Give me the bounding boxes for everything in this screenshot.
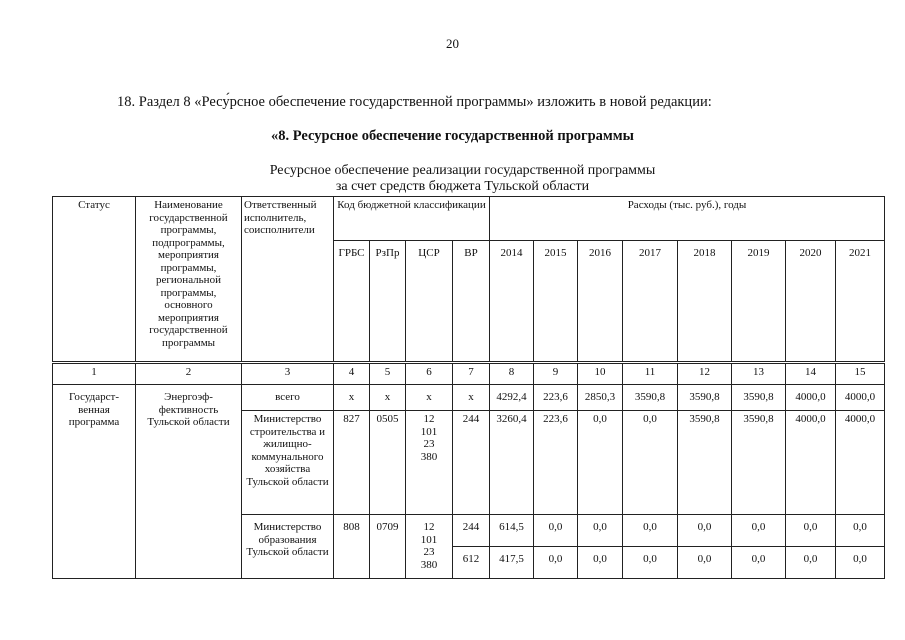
value-cell: 0,0	[623, 411, 678, 515]
col-number: 7	[453, 363, 490, 385]
header-year: 2019	[732, 241, 786, 363]
col-number: 4	[334, 363, 370, 385]
header-executor: Ответственный исполнитель, соисполнители	[242, 197, 334, 363]
value-cell: 0,0	[786, 547, 836, 579]
value-cell: 3590,8	[678, 411, 732, 515]
value-cell: 0,0	[623, 515, 678, 547]
rzpr-cell: 0505	[370, 411, 406, 515]
header-status: Статус	[53, 197, 136, 363]
value-cell: 3590,8	[623, 385, 678, 411]
value-cell: 0,0	[732, 515, 786, 547]
value-cell: 4000,0	[836, 385, 885, 411]
header-year: 2018	[678, 241, 732, 363]
value-cell: 4000,0	[786, 411, 836, 515]
value-cell: 0,0	[732, 547, 786, 579]
section-title: «8. Ресурсное обеспечение государственной программы	[271, 128, 634, 144]
header-rzpr: РзПр	[370, 241, 406, 363]
executor-total: всего	[242, 385, 334, 411]
header-year: 2020	[786, 241, 836, 363]
header-expenses: Расходы (тыс. руб.), годы	[490, 197, 885, 241]
table-caption-line2: за счет средств бюджета Тульской области	[335, 179, 590, 194]
col-number: 6	[406, 363, 453, 385]
csr-cell: 12 101 23 380	[406, 515, 453, 579]
header-vr: ВР	[453, 241, 490, 363]
status-cell: Государст-венная программа	[53, 385, 136, 579]
vr-cell: х	[453, 385, 490, 411]
value-cell: 3590,8	[678, 385, 732, 411]
header-name: Наименование государственной программы, подпрограммы, мероприятия программы, региональной программы, основного мероприятия государственной программы	[136, 197, 242, 363]
value-cell: 0,0	[786, 515, 836, 547]
col-number: 5	[370, 363, 406, 385]
value-cell: 4292,4	[490, 385, 534, 411]
csr-cell: 12 101 23 380	[406, 411, 453, 515]
header-budget-code: Код бюджетной классификации	[334, 197, 490, 241]
col-number: 2	[136, 363, 242, 385]
value-cell: 223,6	[534, 411, 578, 515]
value-cell: 4000,0	[836, 411, 885, 515]
csr-cell: х	[406, 385, 453, 411]
header-year: 2014	[490, 241, 534, 363]
header-year: 2016	[578, 241, 623, 363]
value-cell: 0,0	[534, 515, 578, 547]
table-caption-line1: Ресурсное обеспечение реализации государственной программы	[269, 163, 656, 178]
header-year: 2017	[623, 241, 678, 363]
value-cell: 0,0	[836, 547, 885, 579]
page-number: 20	[446, 36, 459, 51]
value-cell: 614,5	[490, 515, 534, 547]
col-number: 1	[53, 363, 136, 385]
header-csr: ЦСР	[406, 241, 453, 363]
header-year: 2021	[836, 241, 885, 363]
value-cell: 3590,8	[732, 385, 786, 411]
grbs-cell: 827	[334, 411, 370, 515]
value-cell: 0,0	[578, 547, 623, 579]
header-grbs: ГРБС	[334, 241, 370, 363]
grbs-cell: х	[334, 385, 370, 411]
value-cell: 0,0	[534, 547, 578, 579]
col-number: 12	[678, 363, 732, 385]
col-number: 10	[578, 363, 623, 385]
grbs-cell: 808	[334, 515, 370, 579]
col-number: 15	[836, 363, 885, 385]
rzpr-cell: х	[370, 385, 406, 411]
col-number: 9	[534, 363, 578, 385]
vr-cell: 612	[453, 547, 490, 579]
value-cell: 3260,4	[490, 411, 534, 515]
vr-cell: 244	[453, 515, 490, 547]
col-number: 8	[490, 363, 534, 385]
col-number: 13	[732, 363, 786, 385]
vr-cell: 244	[453, 411, 490, 515]
program-name-cell: Энергоэф-фективность Тульской области	[136, 385, 242, 579]
resource-table	[52, 196, 885, 579]
rzpr-cell: 0709	[370, 515, 406, 579]
col-number: 11	[623, 363, 678, 385]
executor-education: Министерство образования Тульской области	[242, 515, 334, 579]
value-cell: 0,0	[578, 515, 623, 547]
value-cell: 0,0	[578, 411, 623, 515]
col-number: 3	[242, 363, 334, 385]
value-cell: 0,0	[623, 547, 678, 579]
value-cell: 4000,0	[786, 385, 836, 411]
value-cell: 2850,3	[578, 385, 623, 411]
intro-paragraph: 18. Раздел 8 «Ресу́рсное обеспечение государственной программы» изложить в новой редакции:	[117, 94, 712, 110]
value-cell: 223,6	[534, 385, 578, 411]
value-cell: 0,0	[836, 515, 885, 547]
col-number: 14	[786, 363, 836, 385]
value-cell: 0,0	[678, 515, 732, 547]
executor-construction: Министерство строительства и жилищно-коммунального хозяйства Тульской области	[242, 411, 334, 515]
value-cell: 417,5	[490, 547, 534, 579]
header-year: 2015	[534, 241, 578, 363]
value-cell: 3590,8	[732, 411, 786, 515]
value-cell: 0,0	[678, 547, 732, 579]
